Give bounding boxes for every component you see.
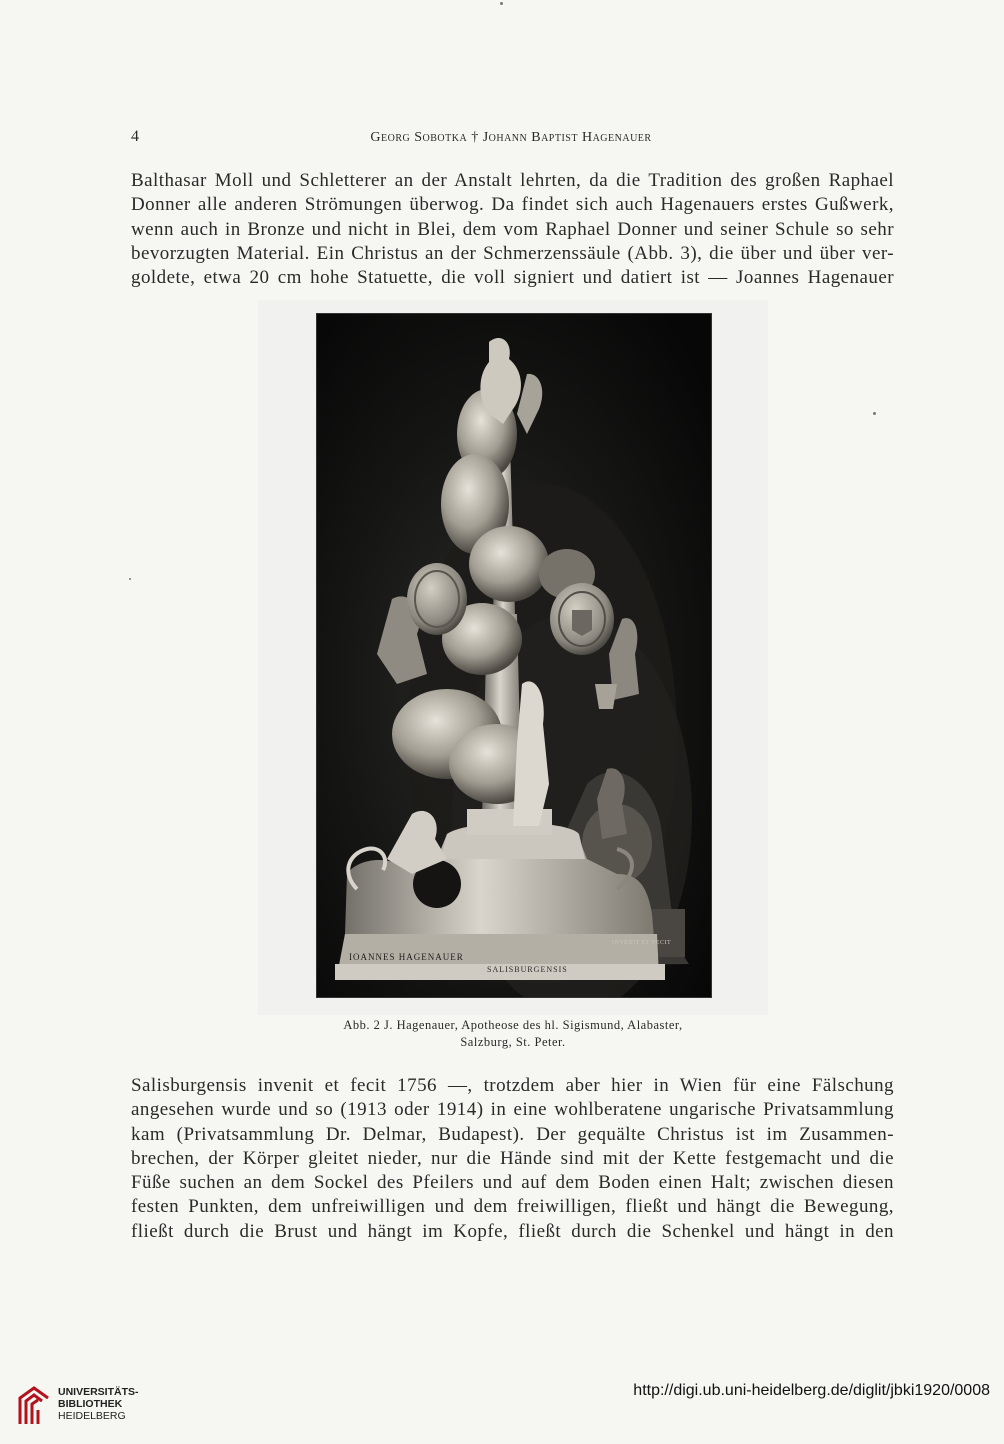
digitization-url-link[interactable]: http://digi.ub.uni-heidelberg.de/diglit/jbki1920/0008: [633, 1382, 990, 1399]
caption-line: Abb. 2 J. Hagenauer, Apotheose des hl. Sigismund, Alabaster,: [343, 1018, 683, 1032]
text-line: angesehen wurde und so (1913 oder 1914) in eine wohlberatene ungarische Privatsammlung: [131, 1099, 894, 1121]
text-line: fließt durch die Brust und hängt im Kopfe, fließt durch die Schenkel und hängt in den: [131, 1220, 894, 1242]
plinth-inscription-left: IOANNES HAGENAUER: [349, 952, 464, 962]
sculpture-photo-illustration: [317, 314, 711, 997]
plinth-inscription-right: INVENIT ET FECIT: [612, 940, 672, 946]
text-line: festen Punkten, dem unfreiwilligen und dem freiwilligen, fließt und hängt die Bewegung,: [131, 1196, 894, 1218]
library-name-line: BIBLIOTHEK: [58, 1398, 123, 1410]
page-number: 4: [131, 128, 140, 145]
body-paragraph-1: [131, 169, 894, 290]
plinth-inscription-center: SALISBURGENSIS: [487, 965, 568, 974]
body-paragraph-2: [131, 1074, 894, 1244]
text-line: Donner alle anderen Strömungen überwog. Da findet sich auch Hagenauers erstes Gußwerk,: [131, 194, 894, 216]
scan-speck: [500, 2, 503, 5]
library-name-line: UNIVERSITÄTS-: [58, 1386, 139, 1398]
scan-speck: [873, 412, 876, 415]
text-line: Salisburgensis invenit et fecit 1756 —, trotzdem aber hier in Wien für eine Fälschung: [131, 1075, 894, 1096]
library-name-line: HEIDELBERG: [58, 1410, 126, 1422]
text-line: brechen, der Körper gleitet nieder, nur die Hände sind mit der Kette festgemacht und die: [131, 1147, 894, 1169]
digitization-footer: [0, 1372, 1004, 1444]
caption-line: Salzburg, St. Peter.: [460, 1035, 566, 1049]
text-line: goldete, etwa 20 cm hohe Statuette, die voll signiert und datiert ist — Joannes Hagenauer: [131, 267, 894, 289]
page-header: [131, 128, 891, 150]
text-line: wenn auch in Bronze und nicht in Blei, dem vom Raphael Donner und seiner Schule so sehr: [131, 218, 894, 240]
text-line: bevorzugten Material. Ein Christus an der Schmerzenssäule (Abb. 3), die über und über ver-: [131, 242, 894, 264]
text-line: kam (Privatsammlung Dr. Delmar, Budapest). Der gequälte Christus ist im Zusammen-: [131, 1123, 894, 1145]
library-name: [58, 1386, 139, 1422]
library-logo-icon: [14, 1384, 54, 1428]
figure-photograph: [316, 313, 712, 998]
running-head: Georg Sobotka † Johann Baptist Hagenauer: [370, 130, 652, 145]
text-line: Balthasar Moll und Schletterer an der Anstalt lehrten, da die Tradition des großen Raphael: [131, 170, 894, 191]
figure-caption: [258, 1017, 768, 1051]
scan-speck: [129, 578, 131, 580]
text-line: Füße suchen an dem Sockel des Pfeilers und auf dem Boden einen Halt; zwischen diesen: [131, 1172, 894, 1194]
